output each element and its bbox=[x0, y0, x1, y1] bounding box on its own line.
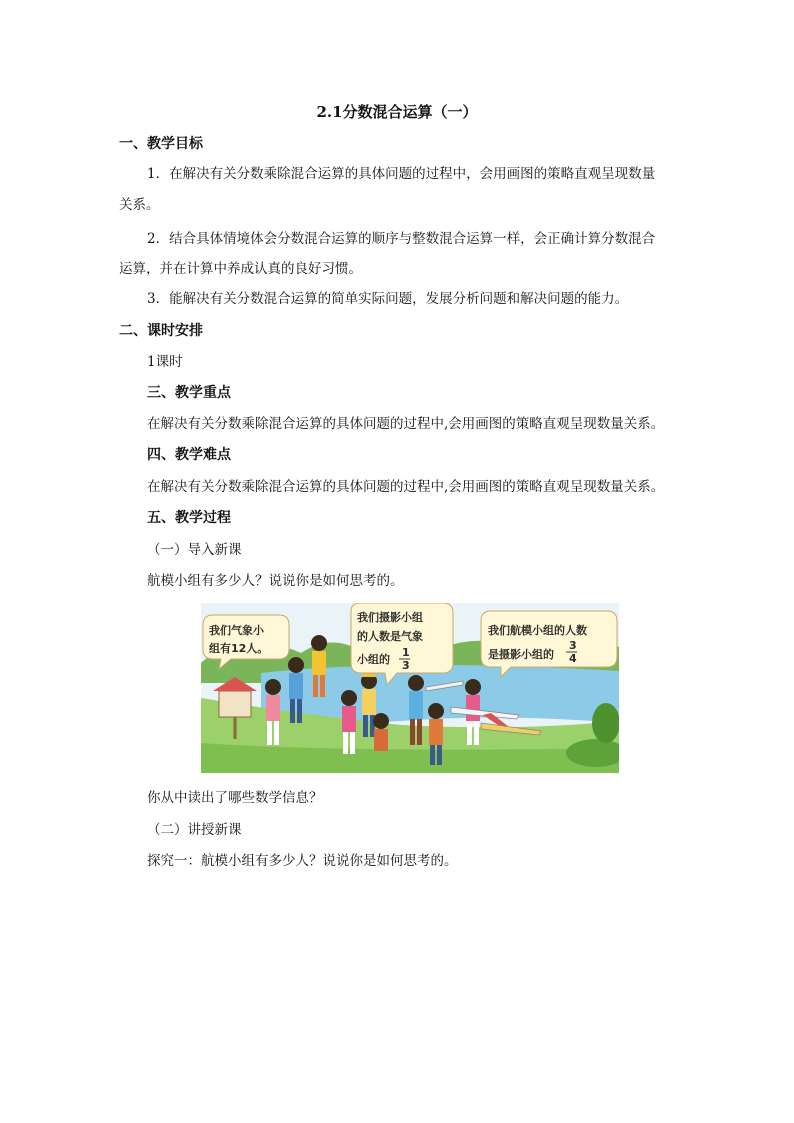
bubble-aviation-line-1: 我们航模小组的人数 bbox=[488, 624, 587, 637]
objective-1-line-2: 关系。 bbox=[119, 197, 160, 213]
objective-3: 3．能解决有关分数混合运算的简单实际问题，发展分析问题和解决问题的能力。 bbox=[147, 291, 629, 307]
bush bbox=[592, 703, 619, 743]
bubble-photo-line-1: 我们摄影小组 bbox=[357, 611, 423, 624]
bubble-photo-line-3: 小组的 bbox=[357, 653, 390, 666]
bubble-weather-line-2: 组有12人。 bbox=[209, 642, 269, 655]
section-heading-difficulties: 四、教学难点 bbox=[147, 447, 231, 463]
objective-2-line-2: 运算，并在计算中养成认真的良好习惯。 bbox=[119, 261, 362, 277]
bubble-aviation-fraction-numerator: 3 bbox=[569, 639, 577, 652]
subheading-new-lesson: （二）讲授新课 bbox=[147, 822, 242, 838]
illustration-svg bbox=[201, 603, 619, 773]
section-heading-process: 五、教学过程 bbox=[147, 510, 231, 526]
page-title: 2.1分数混合运算（一） bbox=[316, 103, 478, 121]
bubble-photo-fraction-denominator: 3 bbox=[402, 659, 410, 672]
bubble-aviation-fraction-denominator: 4 bbox=[569, 652, 577, 665]
difficulties-text: 在解决有关分数乘除混合运算的具体问题的过程中,会用画图的策略直观呈现数量关系。 bbox=[147, 479, 665, 495]
question-1: 航模小组有多少人？说说你是如何思考的。 bbox=[147, 573, 404, 589]
question-3: 探究一：航模小组有多少人？说说你是如何思考的。 bbox=[147, 853, 458, 869]
key-points-text: 在解决有关分数乘除混合运算的具体问题的过程中,会用画图的策略直观呈现数量关系。 bbox=[147, 416, 665, 432]
classroom-illustration bbox=[201, 603, 619, 773]
objective-1-line-1: 1．在解决有关分数乘除混合运算的具体问题的过程中，会用画图的策略直观呈现数量 bbox=[147, 166, 656, 182]
schedule-text: 1课时 bbox=[147, 354, 183, 370]
bubble-aviation-line-2: 是摄影小组的 bbox=[488, 648, 554, 661]
section-heading-schedule: 二、课时安排 bbox=[119, 323, 203, 339]
bubble-photo-fraction-numerator: 1 bbox=[402, 646, 410, 659]
speech-bubble-aviation bbox=[481, 611, 617, 677]
bubble-photo-line-2: 的人数是气象 bbox=[357, 630, 423, 643]
bubble-weather-line-1: 我们气象小 bbox=[209, 624, 264, 637]
speech-bubble-photography bbox=[351, 603, 453, 685]
question-2: 你从中读出了哪些数学信息？ bbox=[147, 790, 323, 806]
subheading-intro: （一）导入新课 bbox=[147, 542, 242, 558]
objective-2-line-1: 2．结合具体情境体会分数混合运算的顺序与整数混合运算一样，会正确计算分数混合 bbox=[147, 231, 656, 247]
weather-box bbox=[219, 691, 251, 717]
section-heading-key-points: 三、教学重点 bbox=[147, 385, 231, 401]
section-heading-objectives: 一、教学目标 bbox=[119, 136, 203, 152]
